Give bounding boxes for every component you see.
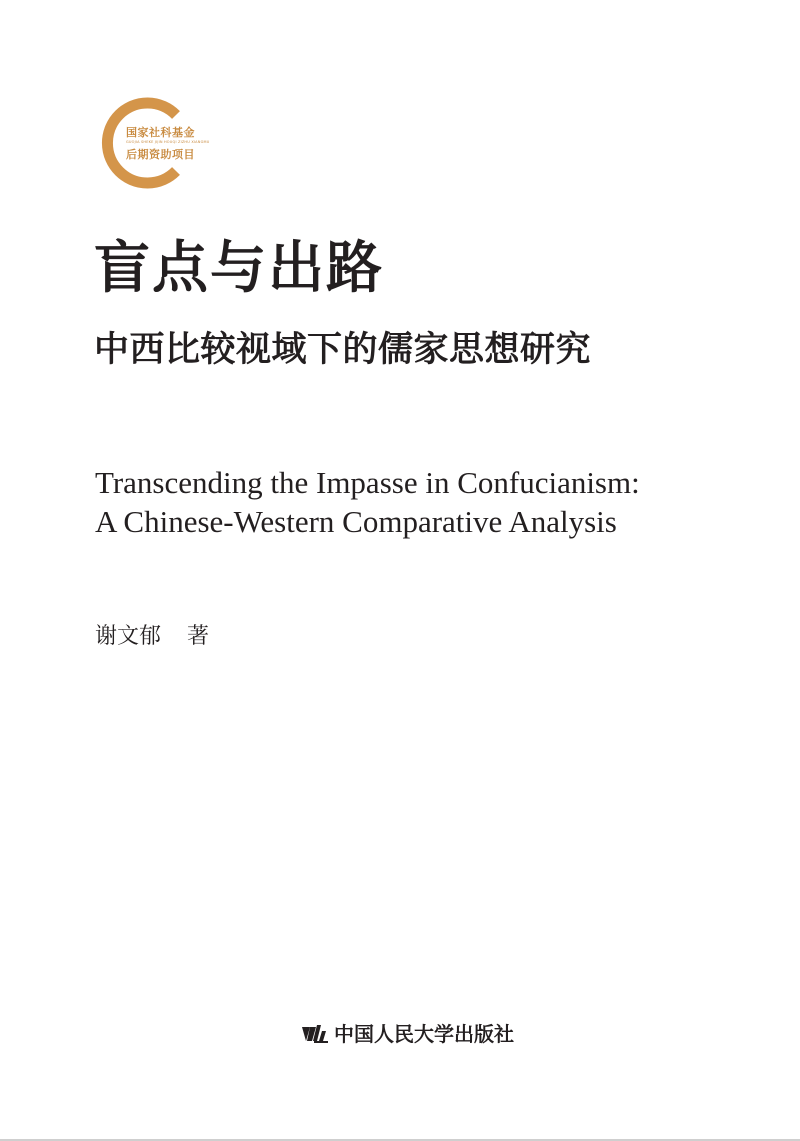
publisher-logo-icon bbox=[300, 1023, 330, 1045]
fund-seal-logo bbox=[88, 93, 238, 193]
seal-text-line2: 后期资助项目 bbox=[126, 148, 195, 161]
book-title: 盲点与出路 bbox=[94, 235, 384, 301]
publisher-name: 中国人民大学出版社 bbox=[334, 1022, 514, 1046]
author-role: 著 bbox=[187, 624, 210, 649]
seal-text-line1: 国家社科基金 bbox=[126, 126, 195, 139]
english-title-line1: Transcending the Impasse in Confucianism: bbox=[95, 465, 640, 500]
publisher bbox=[300, 1021, 514, 1047]
seal-text-pinyin: GUOJIA SHEKE JIJIN HOUQI ZIZHU XIANGMU bbox=[126, 140, 210, 144]
book-subtitle: 中西比较视域下的儒家思想研究 bbox=[94, 329, 592, 370]
english-title bbox=[95, 463, 640, 541]
english-title-line2: A Chinese-Western Comparative Analysis bbox=[95, 504, 617, 539]
author-line bbox=[95, 626, 209, 648]
author-name: 谢文郁 bbox=[95, 624, 162, 649]
